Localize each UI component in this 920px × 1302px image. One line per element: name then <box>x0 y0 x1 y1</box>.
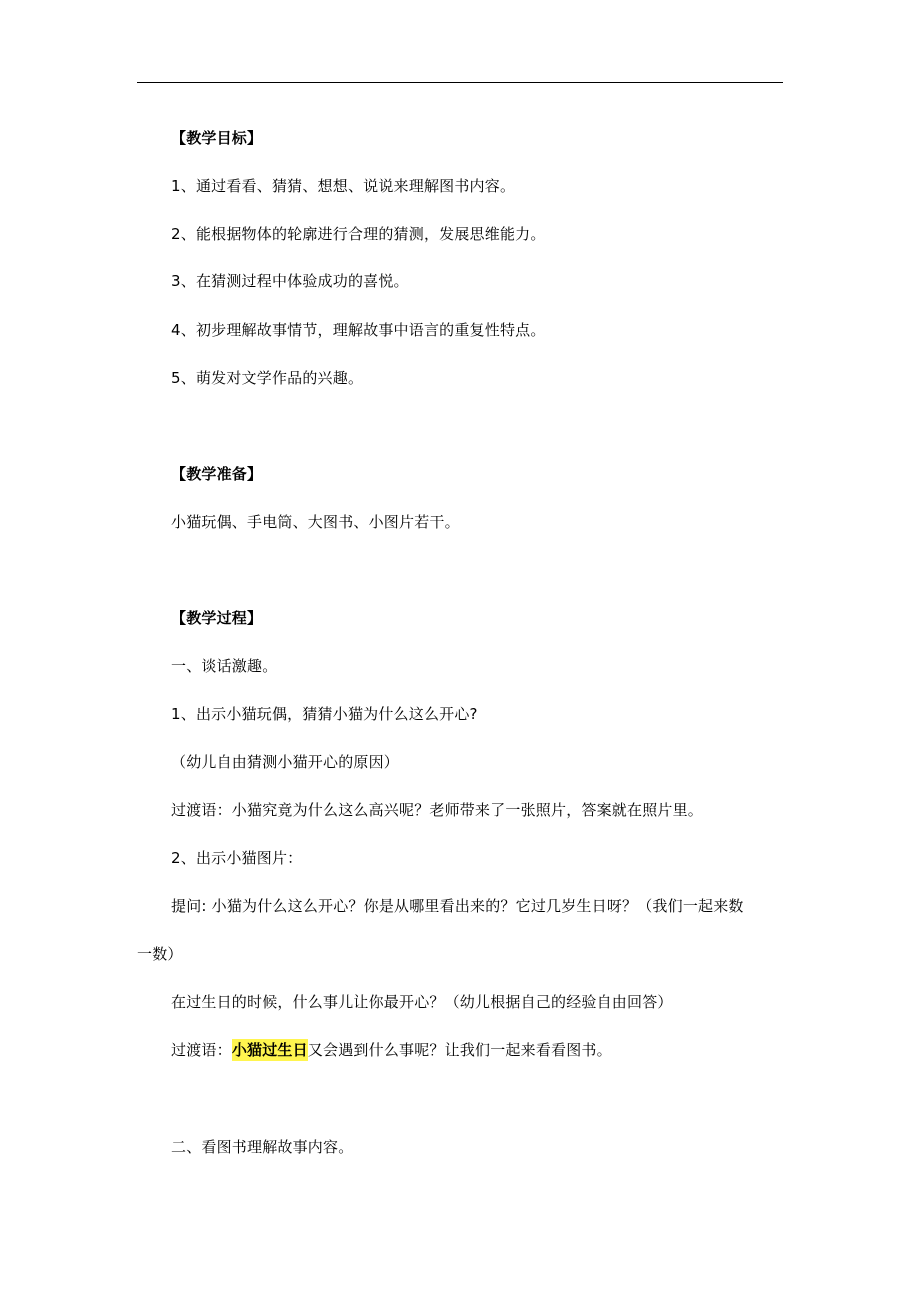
highlighted-phrase: 小猫过生日 <box>231 1041 308 1059</box>
objective-item-5: 5、萌发对文学作品的兴趣。 <box>171 369 364 387</box>
objective-item-3: 3、在猜测过程中体验成功的喜悦。 <box>171 272 409 290</box>
step-1: 1、出示小猫玩偶，猜猜小猫为什么这么开心? <box>171 705 478 723</box>
header-rule <box>137 82 783 83</box>
transition-1: 过渡语：小猫究竟为什么这么高兴呢？老师带来了一张照片，答案就在照片里。 <box>171 801 704 819</box>
transition-2 <box>171 1040 612 1060</box>
section-2-title: 二、看图书理解故事内容。 <box>171 1138 354 1156</box>
objective-item-1: 1、通过看看、猜猜、想想、说说来理解图书内容。 <box>171 177 516 195</box>
objectives-heading: 【教学目标】 <box>171 129 263 147</box>
objective-item-4: 4、初步理解故事情节，理解故事中语言的重复性特点。 <box>171 321 546 339</box>
step-2: 2、出示小猫图片： <box>171 849 303 867</box>
process-heading: 【教学过程】 <box>171 609 263 627</box>
section-1-title: 一、谈话激趣。 <box>171 657 278 675</box>
step-1-note: （幼儿自由猜测小猫开心的原因） <box>171 753 400 771</box>
question-2: 在过生日的时候，什么事儿让你最开心？（幼儿根据自己的经验自由回答） <box>171 993 673 1011</box>
question-line-1: 提问: 小猫为什么这么开心？你是从哪里看出来的？它过几岁生日呀？（我们一起来数 <box>171 897 744 915</box>
objective-item-2: 2、能根据物体的轮廓进行合理的猜测，发展思维能力。 <box>171 225 546 243</box>
question-line-2: 一数） <box>137 945 183 963</box>
transition-2-suffix: 又会遇到什么事呢？让我们一起来看看图书。 <box>307 1041 612 1059</box>
transition-2-prefix: 过渡语： <box>171 1041 232 1059</box>
preparation-text: 小猫玩偶、手电筒、大图书、小图片若干。 <box>171 513 460 531</box>
preparation-heading: 【教学准备】 <box>171 465 263 483</box>
